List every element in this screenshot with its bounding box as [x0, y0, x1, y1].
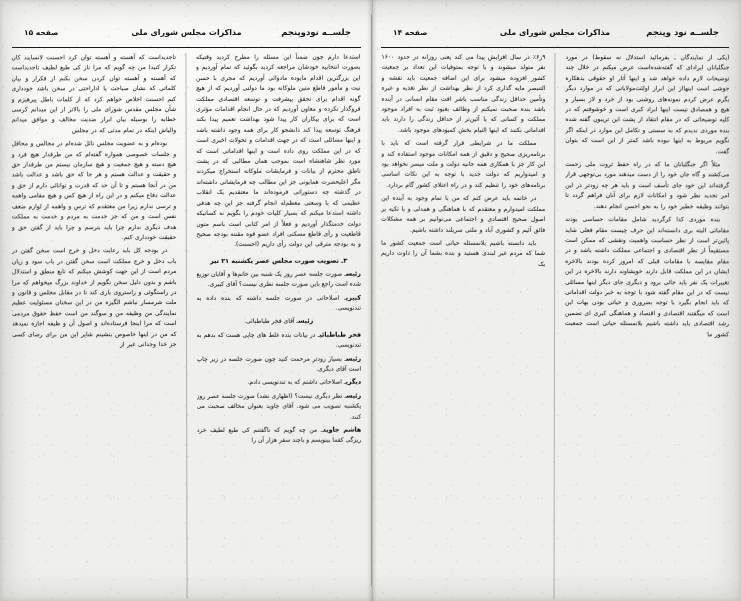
speech-line	[197, 391, 362, 423]
speech-line	[196, 317, 361, 328]
left-page-session-label: جلســه نودوپنجم	[281, 28, 351, 38]
speaker-name: فخر طباطبائی	[319, 331, 362, 339]
speaker-name: دیگری	[345, 379, 362, 387]
speech-line	[197, 378, 362, 389]
speech-text: ـ صورت جلسه عصر روز یک شنبه بین خانم‌ها و آقایان توزیع شده است راجع باین صورت جلسه نظری نیست؟ آقای کبیری.	[196, 270, 361, 289]
right-page-head-rule	[381, 47, 729, 48]
speech-line	[197, 354, 362, 375]
speaker-name: کبیری	[345, 294, 361, 302]
paragraph: مثلاً اگر جنگلبانان ما که در راه حفظ ثروت ملی زحمت می‌کشند و گاه جان خود را از دست میدهند مورد بی‌توجهی قرار گرفته‌اند این خود جای تأسف است و باید هر چه زودتر در این امر تجدید نظر شود و امکانات لازم برای آنان فراهم گردد تا بتوانند وظیفه خطیر خود را به نحو احسن انجام دهند.	[565, 161, 730, 210]
right-page-publication-title: مذاکرات مجلس شورای ملی	[499, 28, 611, 37]
speech-line	[196, 269, 361, 290]
binding-gutter-line	[371, 14, 372, 586]
speaker-name: رئیس	[346, 392, 362, 400]
left-page-head-rule	[12, 47, 361, 48]
speaker-name: رئیس	[346, 355, 362, 363]
speech-text: ـ من چه گویم که ناگفتنم کی طبع لطیف خرد ریزگی کفما بینویسم و باچند سفر هزار آن را	[196, 426, 362, 445]
paragraph: باید دانسته باشیم بلانمسئله حیاتی است جمعیت کشور ما شما که مردم غیر لبندی هستید و بنده بشما آن را داوت داریم یک	[381, 239, 546, 268]
paragraph: ۹ر۶٪ در سال افزایش پیدا می کند یعنی روزانه در حدود ۱۶۰۰ نفر متولد میشوند و با توجه بمتوفیات این تعداد بر جمعیت کشور افزوده میشود برای این اضافه جمعیت باید نقشه و التنبصر مایه گذاری کرد از نظر بهداشت از نظر تغذیه و غیره وتأمین حداقل زندگی مناسب باشر افت مقام انسانی در آینده باشد بنده صحبت نمیکنم از وظائف بغبود ثبت به افراد موجود مملکت و کسانی که یا آئین‌تر از حداقل زندگی را دارند باید اقداماتی بکنند که اینها التیام بخش کمبودهای موجود باشد.	[381, 53, 546, 134]
right-page-session-label: جلســه نود وپنجم	[646, 28, 719, 38]
right-page-columns	[381, 53, 730, 600]
right-page-number: صفحه ۱۴	[393, 28, 428, 37]
speaker-name: هاشم جاوید	[322, 426, 362, 434]
section-heading: ۳ـ تصویب صورت مجلس عصر یکشنبه ۲۱ تیر	[210, 256, 348, 265]
right-page	[371, 0, 741, 601]
speech-text: ـ در بیانات بنده غلط های چاپی هست که بدهم به تندنویسی.	[196, 331, 362, 349]
speech-text: ـ اصلاحاتی در صورت جلسه داشته که بنده داده به تندنویسی.	[196, 294, 361, 312]
speaker-name: رئیس	[298, 318, 314, 326]
speech-line	[197, 330, 362, 351]
right-page-running-head	[381, 26, 729, 48]
left-page-publication-title: مذاکرات مجلس شورای ملی	[131, 28, 242, 37]
paragraph: بنده موردی کذا کرگردید شامل مقامات حساسی بودند مقاماتی البته بری دانسته‌اند این حرف چیست مقام فعلی شاید پائین‌تر است از نظر حساست واهمیت ونقشی که ممکن است مستقیماً از نظر اقتصادی و اجتماعی مملکت داشته باشد و در مقام مقایسه با مقامات قبلی که امروز کرده بودند بالاخره ایشان در این مملکت قابل دارند خویشاوند دارند بالاخره در این تغییرات یک نفر باید جائی برود و دیگری جای دیگر اینها مسائلی نیست که در این مقام گفته شود با توجه به خبر دولت اقداماتی که باید انجام بگیرد با توجه بضروری و حیاتی بودن بهات این است که میگفتند اقتصادی و اقتصاد و هماهنگی کبری ای تضمین رشد اقتصادی باید داشته باشیم بلانمسئله حیاتی است جمعیت کشور ما	[564, 216, 730, 338]
left-page-running-head	[12, 26, 361, 48]
paragraph: در بودجه کل باید رعایت دخل و خرج است سخن گفتن در باب دخل و خرج مملکت است سخن گفتن در باب سود و زیان مردم است از این جهت کوشش میکنم که تابع منطق و استدلال باشم و بدون دلیل سخن نگویم از خداوند بزرگ میخواهم که مرا در راستگوئی و راستروی یاری کند تا در مقابل مجلس و قانون و ملت شرمسار نباشم الگیزه من در این سخنان مسئولیت عظیم نمایندگی من وظیفه من و سوگند من است حفظ حقوق مردمی است که مرا اینجا فرستاده‌اند و اصول آن و ظیفه اجازه نمیدهد که من در اینها خاصوص بنشینم شاپر این من برای رضای کسی جز خدا وجدانی غیر از	[11, 247, 177, 349]
paragraph: تاجدیداست که آهسته و آهسته توان کرد احسنت لانسایند کان تکرار کنیدا من چه گویم که مرا ناز کی طبع لطیف تاجدیداست که آهسته و آهسته توان کردن سخن بکنم از فکرار و بیان کلماتی که نشان صباحت یا اداراحتی در سخن باشد خودداری کنم احسنت اخلاص خواهم کرد که از کلمات باطل پیرهیزم و شأن مجلس مقدس شورای ملی را بالاتر از این میدانم کرسی خطابه را بوسیله بیان ابراز ضدیت مخالف و موافق میدانم والیاش اینکه در تمام مدتی که در مجلس	[11, 54, 177, 135]
speech-line	[197, 426, 362, 447]
left-page-column-left	[11, 53, 187, 599]
paragraph: استدعا دارم چون ضمناً این مسئله را مطرح کردید وقتیکه بصورت انتخابیه خودشان مراجعه کردید بگوئید که تمام آوردیم و این بزرگترین اقدام مایوده مادوائی آوردیم که مجری با حسن نیت و مأمور قاطع متین ملوکانه بود ما دولتی آوردیم که از هیچ گونه اقدام برای تحقق پیشرفت و توسعه اقتصادی مملکت فروگذار نکرده و معاون آوردیم که در حال انجام اقدامات مؤثری است که برای بیکاران کار پیدا شود بهداشت تعمیم پیدا بکند فرهنگ توسعه پیدا کند دانشجو کار برای همه وجود داشته باشد و اینها مسائلی است که در جهت اقدامات و تحولات اخیری است که در این مملکت روی داده است و اینها اقداماتی است که مورد نظر شاهنشاه است بموجب همان مطالبی که در پشت ناطق محترم از بیانات و فرمایشات ملوکانه استخراج میکردند مگر اعلیحضرت همایونی جز این مطالب چه فرمایشاتی داشته‌اند در گذشته چه دستوراتی فرموده‌اند ما معتقدیم یک انقلاب عظیمی که با وسعتی معظم‌له انجام گرفته جز این چه هدفی داشته استدعا میکنم که بسیار کلیات خودم را بگویم نه کسانیکه دولت خدمتگذار آوردیم و فعلاً از امر کتابی است باسم متون قاطعیت و رأی قاطع مسکنی افراد عضو قوه مقننه بودجه صحیح و به بودجه مترقی این دولت رأی داریم (احسنت).	[195, 53, 361, 249]
paragraph: بوده‌ام و به عضویت مجلس نائل شده‌ام در مجالس و محافل و جلسات خصوصی همواره گفته‌ام که من طرفدار هیچ فرد و هیچ دسته و هیچ جمعیت و هیچ سازمان نیستم من طرفدار حق و حقیقت و عدالت هستم و هر جا که حق باشد و عدالت باشد من در آنجا هستم و تا آن حد که قدرت و توانائی دارم از حق و عدالت دفاع میکنم و در این راه از هیچ کس و هیچ مقامی واهمه و ترسی ندارم زیرا من معتقدم که ترس و واهمه از لوازم ضعف نفس است و من که جز خدمت به مردم و خدمت به مملکت هدف دیگری ندارم چرا باید بترسم و چرا باید از گفتن حق و حقیقت خودداری کنم.	[11, 140, 177, 242]
speech-text: ـ آقای فخر طباطبائی.	[244, 318, 299, 326]
left-page-columns	[11, 53, 361, 600]
right-page-column-right	[565, 53, 730, 599]
left-page-column-right	[196, 53, 362, 599]
paragraph: در خاتمه باید عرض کنم که من با تمام وجود به آینده این مملکت امیدوارم و معتقدم که با هماهنگی و همدلی و با تکیه بر اصول صحیح اقتصادی و اجتماعی می‌توانیم بر همه مشکلات فائق آئیم و کشوری آباد و ملتی سربلند داشته باشیم.	[381, 194, 546, 234]
paragraph: مملکت ما در شرایطی قرار گرفته است که باید با برنامه‌ریزی صحیح و دقیق از همه امکانات موجود استفاده کند و این کار جز با همکاری همه جانبه دولت و ملت میسر نخواهد بود و امیدواریم که دولت جدید با توجه به این نکات اساسی برنامه‌های خود را تنظیم کند و در راه اعتلای کشور گام بردارد.	[381, 139, 546, 189]
paragraph: (یکی از نمایندگان ـ بفرمائید استدلال نه سقوط) در مورد جنگلبانان ایرادای که گفته‌شده‌است عرض میکنم در خلال چند توضیحات لازم داده خواهد شد و اینها آثار او حقوقی بدهکاره جوشی است اینهااز این ابراز اولئت‌مولایانی که در موارد دیگر بگرم عرض کردم نمونه‌های روشنی بود از خرد و لاز بسیار و هیچ و همصادق نیست اینها ابراد کبری است و خوشوقتم که در کلیه توضیحاتی که در مقام انتقاد از پشت این تریبون گفته شده بنده موردی ندیدم که به سستی و تکامل این موارد در اینکه اگر نگویم مربوط به اینها نبوده باشد کمتر از این است که بتوان گفت.	[565, 54, 730, 155]
speech-line	[196, 293, 361, 314]
left-page-number: صفحه ۱۵	[24, 28, 59, 37]
right-page-column-left	[381, 53, 556, 599]
speech-text: ـ اصلاحاتی داشتم که به تندنویسی دادم.	[247, 379, 346, 387]
speaker-name: رئیس	[345, 270, 361, 278]
speech-text: ـ بسیار زودتر مرحمت کنید چون صورت جلسه در زیر چاپ است آقای دیگری.	[196, 355, 362, 373]
speech-text: ـ نظر دیگری نیست؟ (اظهاری نشد) صورت جلسه عصر روز یکشنبه تصویب می شود. آقای جاوید بعنوان مخالف صحبت می کنند.	[196, 392, 362, 421]
